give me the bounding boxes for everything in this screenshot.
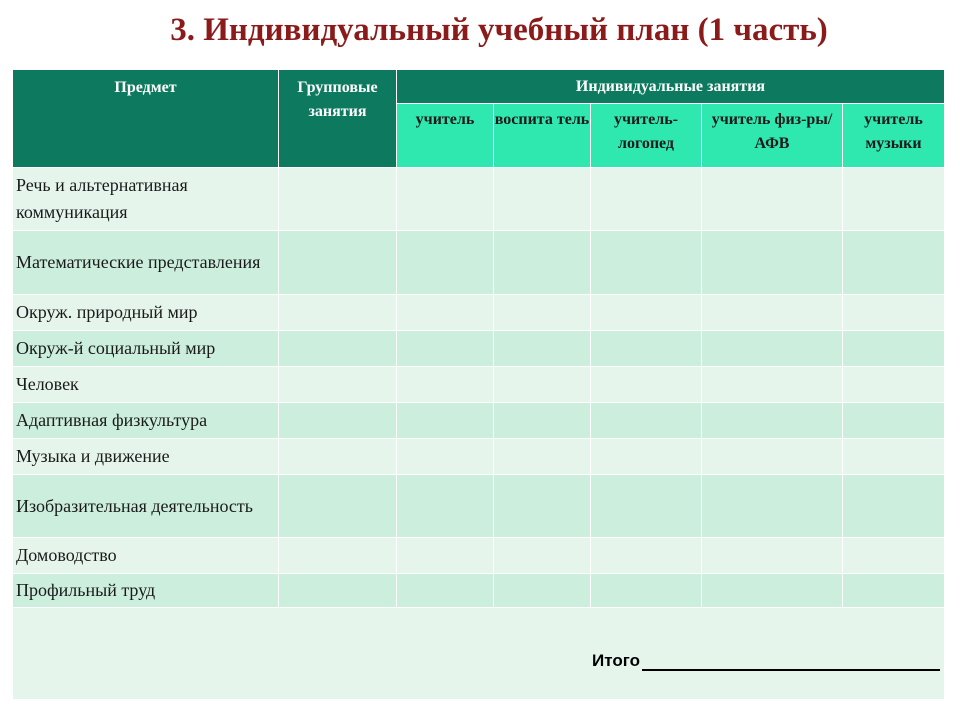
header-speech-therapist: учитель-логопед bbox=[591, 104, 702, 168]
total-row bbox=[13, 608, 945, 700]
empty-cell[interactable] bbox=[591, 538, 702, 574]
table-row bbox=[13, 331, 945, 367]
empty-cell[interactable] bbox=[494, 475, 591, 538]
empty-cell[interactable] bbox=[397, 367, 494, 403]
empty-cell[interactable] bbox=[843, 331, 945, 367]
table-row bbox=[13, 295, 945, 331]
subject-cell: Музыка и движение bbox=[13, 439, 279, 475]
empty-cell[interactable] bbox=[279, 231, 397, 295]
empty-cell[interactable] bbox=[279, 168, 397, 231]
empty-cell[interactable] bbox=[702, 403, 843, 439]
empty-cell[interactable] bbox=[397, 538, 494, 574]
empty-cell[interactable] bbox=[279, 538, 397, 574]
header-teacher: учитель bbox=[397, 104, 494, 168]
empty-cell[interactable] bbox=[843, 231, 945, 295]
subject-cell: Профильный труд bbox=[13, 574, 279, 608]
subject-cell: Окруж-й социальный мир bbox=[13, 331, 279, 367]
empty-cell[interactable] bbox=[702, 439, 843, 475]
header-pe-teacher: учитель физ-ры/АФВ bbox=[702, 104, 843, 168]
empty-cell[interactable] bbox=[494, 367, 591, 403]
empty-cell[interactable] bbox=[397, 403, 494, 439]
empty-cell[interactable] bbox=[843, 475, 945, 538]
empty-cell[interactable] bbox=[591, 439, 702, 475]
total-label: Итого bbox=[592, 651, 640, 670]
empty-cell[interactable] bbox=[279, 331, 397, 367]
table-row bbox=[13, 231, 945, 295]
empty-cell[interactable] bbox=[843, 403, 945, 439]
header-individual-lessons: Индивидуальные занятия bbox=[397, 70, 945, 104]
empty-cell[interactable] bbox=[591, 367, 702, 403]
empty-cell[interactable] bbox=[279, 367, 397, 403]
subject-cell: Речь и альтернативная коммуникация bbox=[13, 168, 279, 231]
empty-cell[interactable] bbox=[702, 231, 843, 295]
subject-cell: Окруж. природный мир bbox=[13, 295, 279, 331]
subject-cell: Математические представления bbox=[13, 231, 279, 295]
empty-cell[interactable] bbox=[843, 367, 945, 403]
header-educator: воспита тель bbox=[494, 104, 591, 168]
empty-cell[interactable] bbox=[591, 295, 702, 331]
empty-cell[interactable] bbox=[843, 439, 945, 475]
empty-cell[interactable] bbox=[591, 168, 702, 231]
empty-cell[interactable] bbox=[494, 295, 591, 331]
subject-cell: Домоводство bbox=[13, 538, 279, 574]
empty-cell[interactable] bbox=[397, 331, 494, 367]
empty-cell[interactable] bbox=[702, 295, 843, 331]
table-row bbox=[13, 168, 945, 231]
subject-cell: Человек bbox=[13, 367, 279, 403]
empty-cell[interactable] bbox=[591, 475, 702, 538]
header-music-teacher: учитель музыки bbox=[843, 104, 945, 168]
empty-cell[interactable] bbox=[397, 439, 494, 475]
empty-cell[interactable] bbox=[843, 574, 945, 608]
empty-cell[interactable] bbox=[494, 331, 591, 367]
empty-cell[interactable] bbox=[397, 295, 494, 331]
empty-cell[interactable] bbox=[494, 439, 591, 475]
empty-cell[interactable] bbox=[397, 231, 494, 295]
empty-cell[interactable] bbox=[591, 403, 702, 439]
table-row bbox=[13, 475, 945, 538]
table-row bbox=[13, 574, 945, 608]
empty-cell[interactable] bbox=[702, 538, 843, 574]
empty-cell[interactable] bbox=[591, 331, 702, 367]
table-row bbox=[13, 538, 945, 574]
empty-cell[interactable] bbox=[591, 574, 702, 608]
empty-cell[interactable] bbox=[702, 168, 843, 231]
empty-cell[interactable] bbox=[702, 574, 843, 608]
total-blank-line[interactable] bbox=[642, 668, 940, 671]
total-field bbox=[592, 651, 940, 671]
empty-cell[interactable] bbox=[843, 168, 945, 231]
empty-cell[interactable] bbox=[279, 475, 397, 538]
empty-cell[interactable] bbox=[494, 403, 591, 439]
empty-cell[interactable] bbox=[279, 295, 397, 331]
table-row bbox=[13, 367, 945, 403]
empty-cell[interactable] bbox=[397, 168, 494, 231]
table-row bbox=[13, 439, 945, 475]
empty-cell[interactable] bbox=[494, 574, 591, 608]
empty-cell[interactable] bbox=[279, 439, 397, 475]
empty-cell[interactable] bbox=[494, 168, 591, 231]
table-row bbox=[13, 403, 945, 439]
empty-cell[interactable] bbox=[397, 475, 494, 538]
empty-cell[interactable] bbox=[702, 331, 843, 367]
empty-cell[interactable] bbox=[843, 295, 945, 331]
header-group-lessons: Групповые занятия bbox=[279, 70, 397, 168]
empty-cell[interactable] bbox=[279, 403, 397, 439]
subject-cell: Изобразительная деятельность bbox=[13, 475, 279, 538]
slide-title: 3. Индивидуальный учебный план (1 часть) bbox=[170, 12, 828, 48]
subject-cell: Адаптивная физкультура bbox=[13, 403, 279, 439]
empty-cell[interactable] bbox=[702, 367, 843, 403]
study-plan-table bbox=[12, 69, 945, 700]
total-cell bbox=[13, 608, 945, 700]
header-subject: Предмет bbox=[13, 70, 279, 168]
empty-cell[interactable] bbox=[279, 574, 397, 608]
empty-cell[interactable] bbox=[702, 475, 843, 538]
empty-cell[interactable] bbox=[494, 231, 591, 295]
empty-cell[interactable] bbox=[397, 574, 494, 608]
empty-cell[interactable] bbox=[591, 231, 702, 295]
empty-cell[interactable] bbox=[843, 538, 945, 574]
empty-cell[interactable] bbox=[494, 538, 591, 574]
